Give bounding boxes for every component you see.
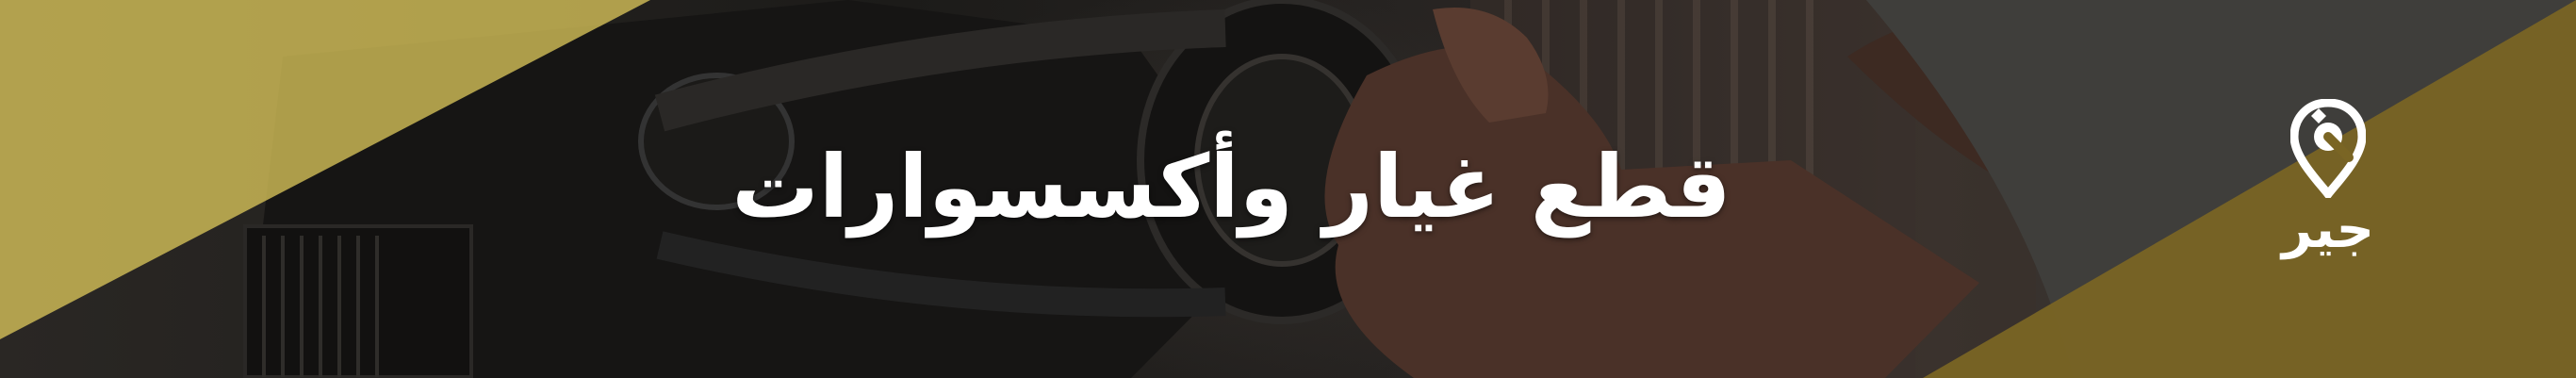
map-pin-wrench-icon <box>2290 99 2366 198</box>
headline-text: قطع غيار وأكسسوارات <box>731 137 1731 238</box>
brand-name: جير <box>2281 199 2375 260</box>
brand-logo[interactable] <box>2257 99 2399 269</box>
